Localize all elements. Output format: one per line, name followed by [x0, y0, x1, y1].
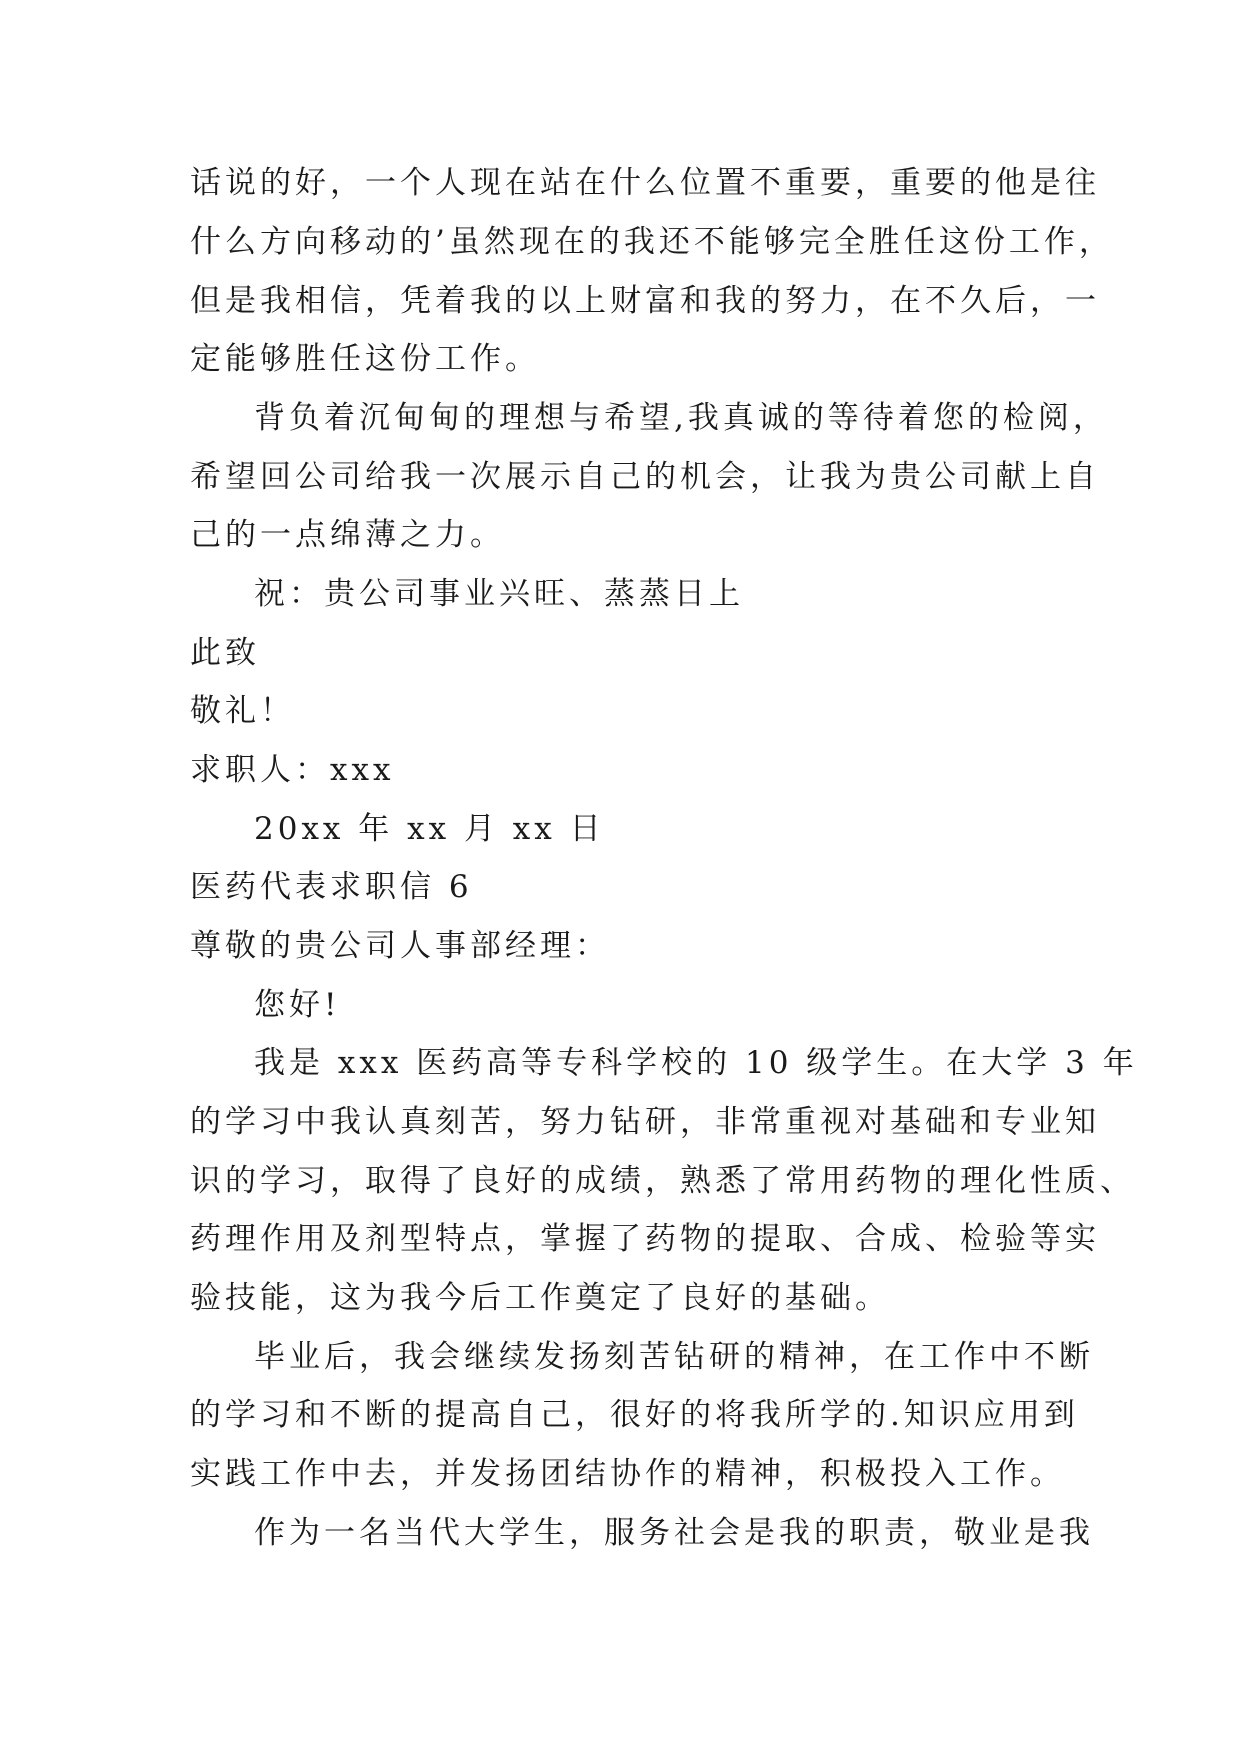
- paragraph-line: 药理作用及剂型特点，掌握了药物的提取、合成、检验等实: [190, 1221, 1100, 1257]
- paragraph-line: 背负着沉甸甸的理想与希望,我真诚的等待着您的检阅，: [254, 400, 1108, 436]
- paragraph-line: 话说的好，一个人现在站在什么位置不重要，重要的他是往: [190, 165, 1100, 201]
- section-heading: 医药代表求职信 6: [190, 869, 473, 905]
- paragraph-line: 作为一名当代大学生，服务社会是我的职责，敬业是我: [254, 1515, 1094, 1551]
- paragraph-line: 什么方向移动的’虽然现在的我还不能够完全胜任这份工作，: [190, 224, 1114, 260]
- closing-salutation: 此致: [190, 635, 260, 671]
- paragraph-line: 希望回公司给我一次展示自己的机会，让我为贵公司献上自: [190, 459, 1100, 495]
- closing-regards: 敬礼！: [190, 693, 295, 729]
- signature-date: 20xx 年 xx 月 xx 日: [254, 811, 605, 847]
- paragraph-line: 验技能，这为我今后工作奠定了良好的基础。: [190, 1280, 890, 1316]
- paragraph-line: 毕业后，我会继续发扬刻苦钻研的精神，在工作中不断: [254, 1339, 1094, 1375]
- closing-wish: 祝：贵公司事业兴旺、蒸蒸日上: [254, 576, 744, 612]
- paragraph-line: 识的学习，取得了良好的成绩，熟悉了常用药物的理化性质、: [190, 1163, 1135, 1199]
- paragraph-line: 的学习中我认真刻苦，努力钻研，非常重视对基础和专业知: [190, 1104, 1100, 1140]
- letter-greeting: 您好!: [254, 987, 341, 1023]
- paragraph-line: 的学习和不断的提高自己，很好的将我所学的.知识应用到: [190, 1397, 1079, 1433]
- paragraph-line: 我是 xxx 医药高等专科学校的 10 级学生。在大学 3 年: [254, 1045, 1138, 1081]
- signature-applicant: 求职人：xxx: [190, 752, 395, 788]
- paragraph-line: 定能够胜任这份工作。: [190, 341, 540, 377]
- paragraph-line: 实践工作中去，并发扬团结协作的精神，积极投入工作。: [190, 1456, 1065, 1492]
- letter-addressee: 尊敬的贵公司人事部经理：: [190, 928, 610, 964]
- paragraph-line: 但是我相信，凭着我的以上财富和我的努力，在不久后，一: [190, 283, 1100, 319]
- paragraph-line: 己的一点绵薄之力。: [190, 517, 505, 553]
